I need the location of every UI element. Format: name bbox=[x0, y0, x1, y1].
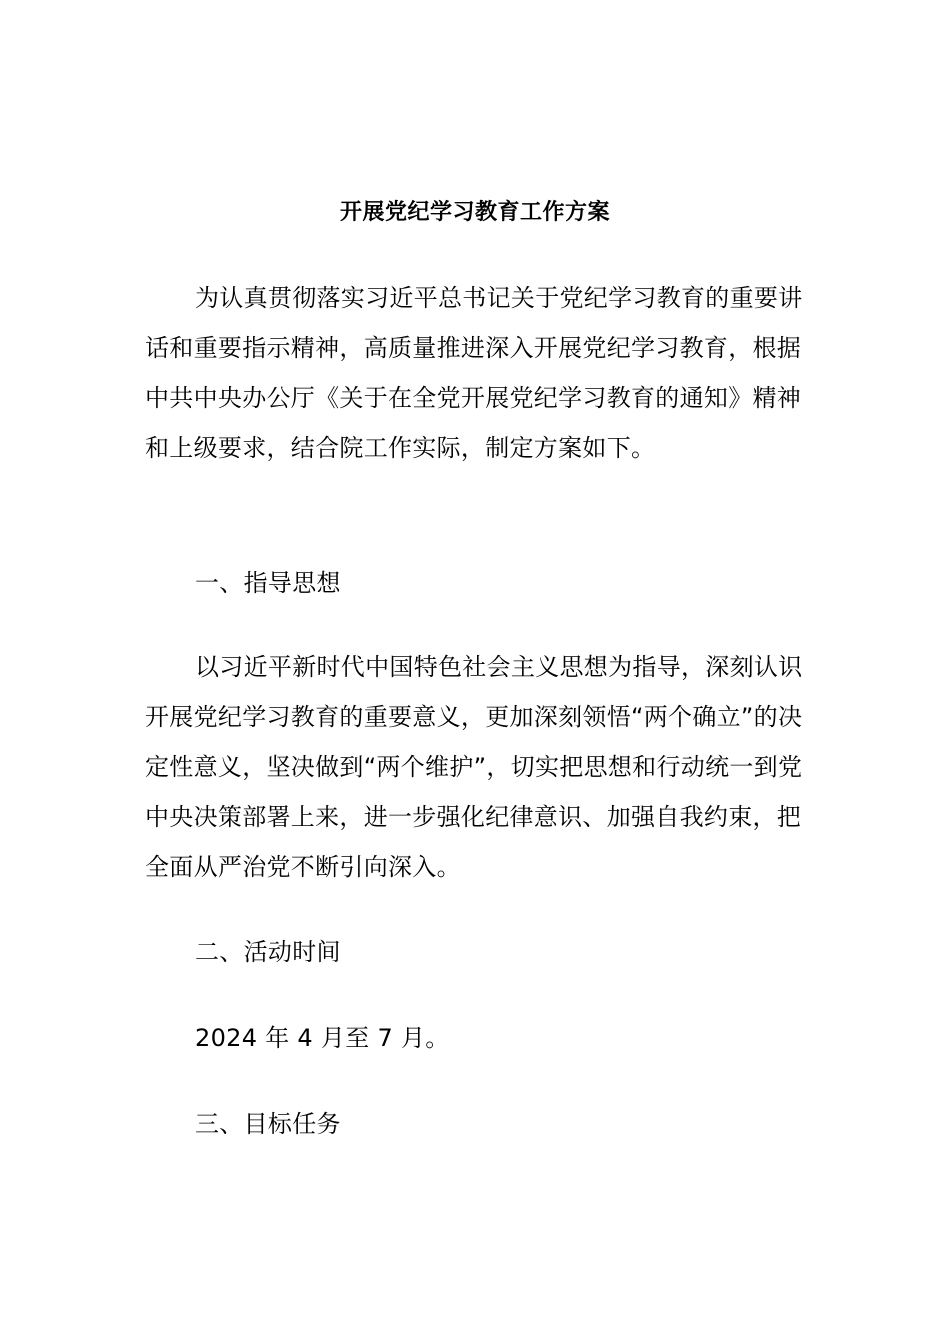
guiding-ideology-paragraph: 以习近平新时代中国特色社会主义思想为指导，深刻认识开展党纪学习教育的重要意义，更加深刻领悟“两个确立”的决定性意义，坚决做到“两个维护”，切实把思想和行动统一到党中央决策部署上来，进一步强化纪律意识、加强自我约束，把全面从严治党不断引向深入。 bbox=[145, 653, 803, 881]
activity-time-paragraph: 2024 年 4 月至 7 月。 bbox=[195, 1024, 450, 1052]
section-heading-objectives: 三、目标任务 bbox=[195, 1110, 341, 1138]
intro-paragraph: 为认真贯彻落实习近平总书记关于党纪学习教育的重要讲话和重要指示精神，高质量推进深入开展党纪学习教育，根据中共中央办公厅《关于在全党开展党纪学习教育的通知》精神和上级要求，结合院工作实际，制定方案如下。 bbox=[145, 284, 803, 462]
section-heading-activity-time: 二、活动时间 bbox=[195, 938, 341, 966]
section-heading-guiding-ideology: 一、指导思想 bbox=[195, 569, 341, 597]
document-title: 开展党纪学习教育工作方案 bbox=[339, 200, 610, 225]
